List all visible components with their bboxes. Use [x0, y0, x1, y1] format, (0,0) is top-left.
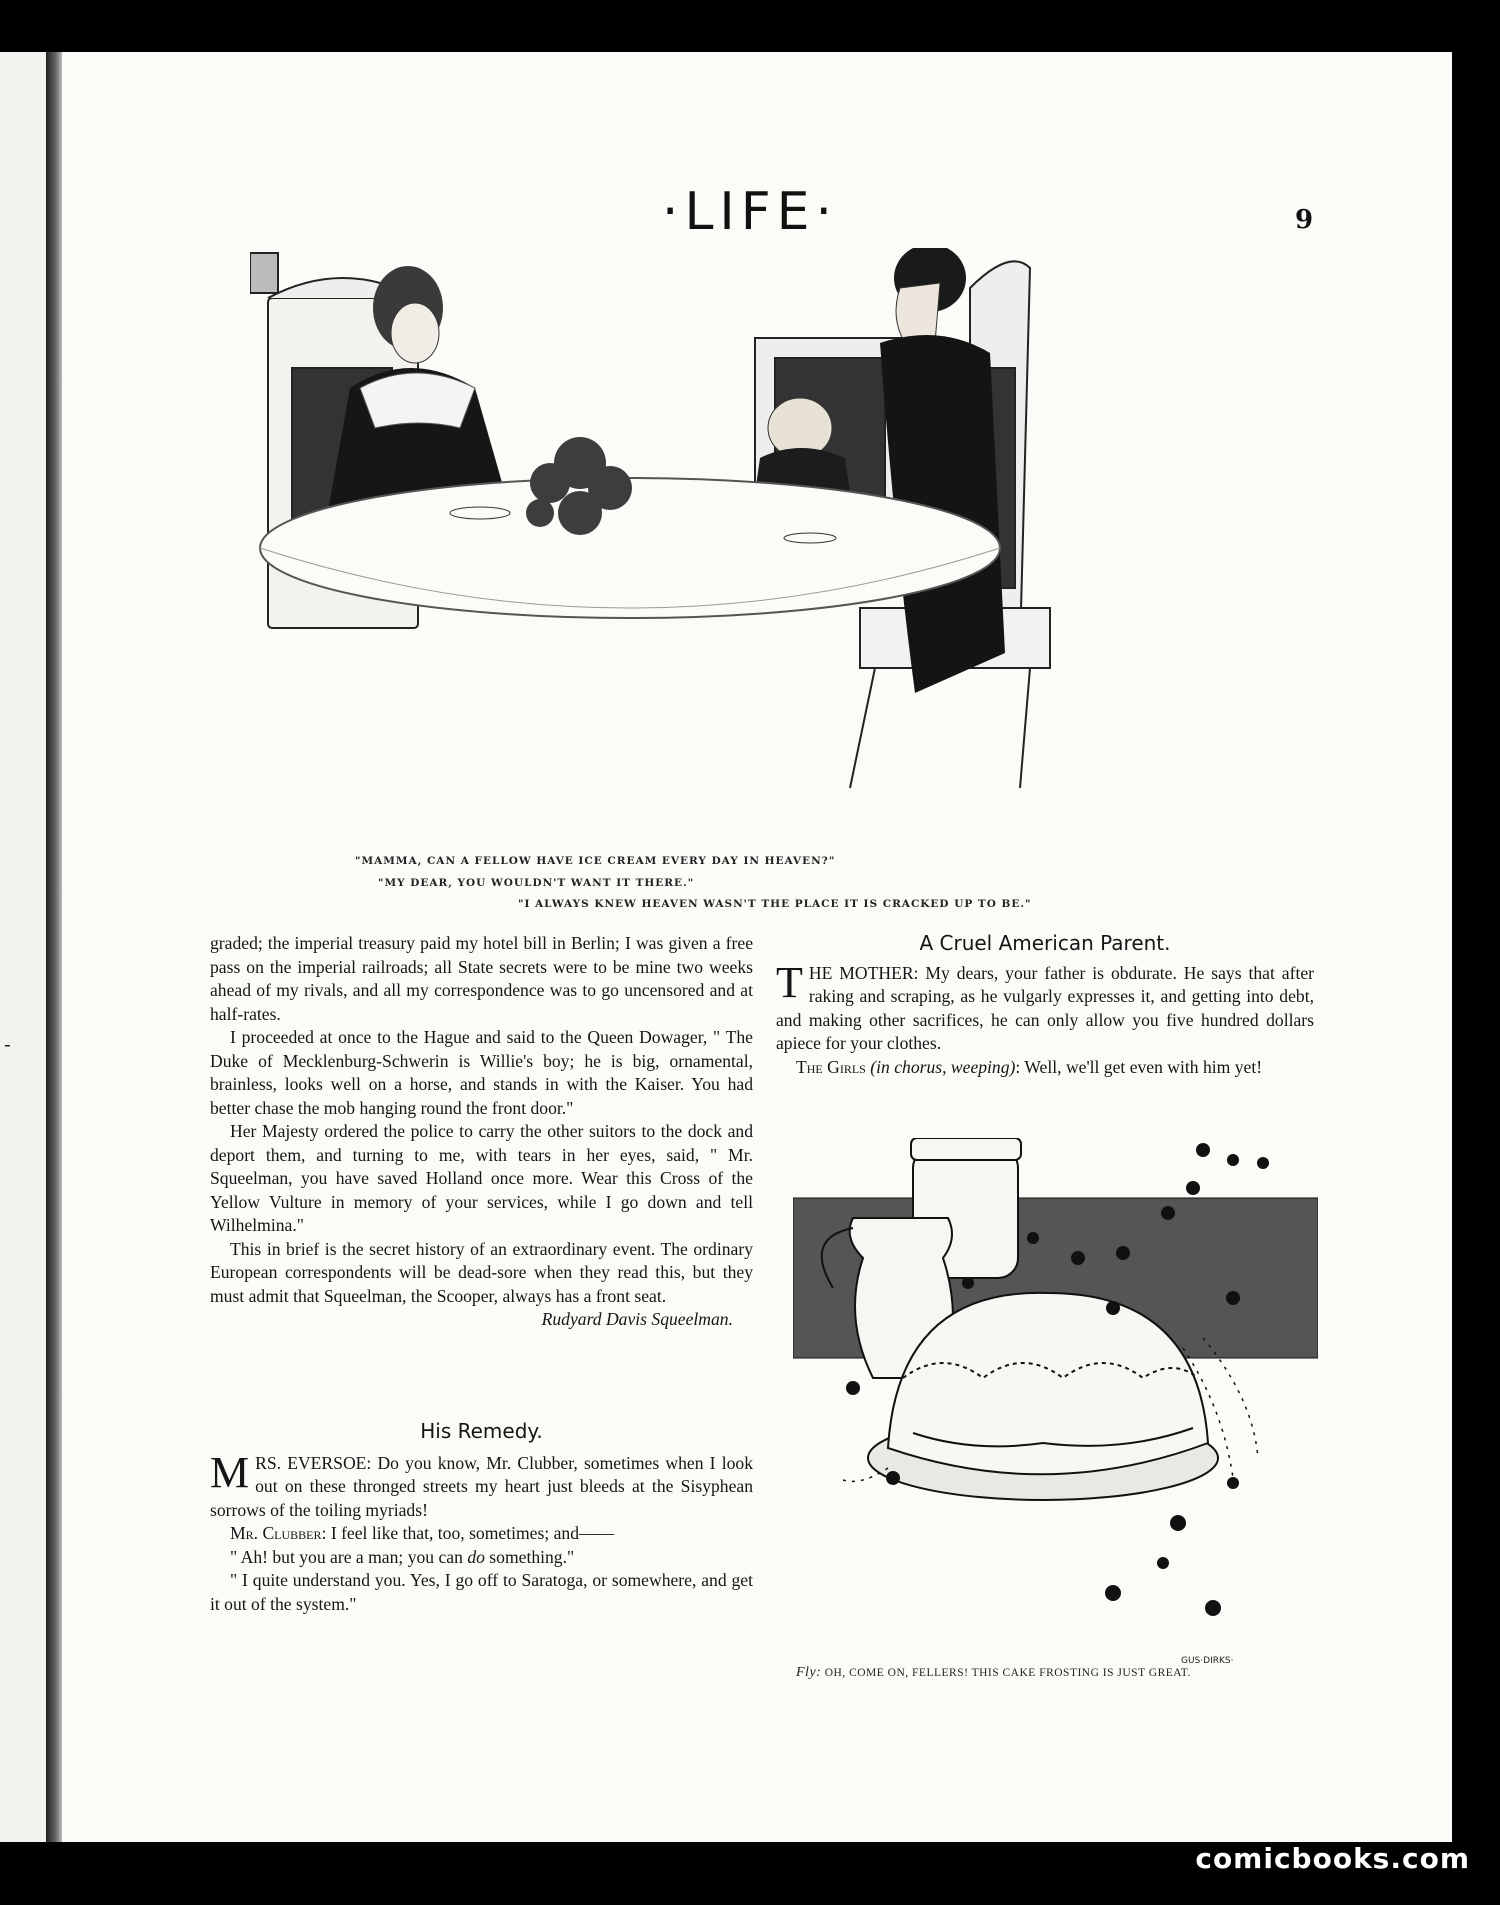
story-paragraph: graded; the imperial treasury paid my hotel bill in Berlin; I was given a free pass on the imperial railroads; all State secrets were to be mine two weeks ahead of my rivals, and all my correspondence was to go uncensored and at half-rates. [210, 933, 753, 1024]
article-heading: His Remedy. [420, 1419, 543, 1443]
dinner-table-illustration [250, 248, 1130, 808]
top-caption-line-3: "I ALWAYS KNEW HEAVEN WASN'T THE PLACE IT IS CRACKED UP TO BE." [518, 898, 1032, 910]
caption-text: OH, COME ON, FELLERS! THIS CAKE FROSTING IS JUST GREAT. [824, 1667, 1191, 1679]
his-remedy-article [210, 1420, 753, 1616]
cruel-parent-article [776, 932, 1314, 1079]
dining-table [260, 478, 1000, 618]
top-caption-line-2: "MY DEAR, YOU WOULDN'T WANT IT THERE." [378, 877, 695, 889]
dialogue-line: : I feel like that, too, sometimes; and—— [321, 1523, 615, 1543]
dialogue-line: HE MOTHER: My dears, your father is obdurate. He says that after raking and scraping, as he vulgarly expresses it, and getting into debt, and making other sacrifices, he can only allow you five hundred dollars apiece for your clothes. [776, 962, 1314, 1053]
caption-speaker: Fly: [796, 1665, 822, 1680]
page-number: 9 [1295, 205, 1314, 235]
dialogue-line: something." [484, 1546, 575, 1567]
speaker-name: Mr. Clubber [230, 1523, 322, 1543]
scan-border [1452, 52, 1500, 1842]
left-column [210, 932, 753, 1332]
artist-signature: GUS·DIRKS· [1181, 1656, 1234, 1666]
top-caption-line-1: "MAMMA, CAN A FELLOW HAVE ICE CREAM EVERY DAY IN HEAVEN?" [355, 855, 836, 867]
masthead-title: ·LIFE· [661, 182, 839, 242]
article-heading: A Cruel American Parent. [919, 931, 1171, 955]
drop-cap: T [776, 957, 803, 1007]
speaker-name: The Girls [796, 1056, 866, 1077]
stage-direction: (in chorus, weeping) [870, 1056, 1016, 1077]
bottom-caption [796, 1665, 1311, 1681]
margin-mark: - [4, 1032, 11, 1056]
cake-and-flies-illustration [793, 1138, 1318, 1683]
drop-cap: M [210, 1447, 250, 1497]
story-paragraph: I proceeded at once to the Hague and said to the Queen Dowager, " The Duke of Mecklenburg-Schwerin is Willie's boy; he is big, ornamental, brainless, looks well on a horse, and stands in with the Kaiser. You had better chase the mob hanging round the front door." [210, 1027, 753, 1118]
dialogue-line: " Ah! but you are a man; you can [230, 1546, 468, 1567]
previous-page-edge [0, 52, 46, 1842]
author-signature: Rudyard Davis Squeelman. [541, 1309, 733, 1329]
dialogue-line: RS. EVERSOE: Do you know, Mr. Clubber, sometimes when I look out on these thronged streets my heart just bleeds at the Sisyphean sorrows of the toiling myriads! [210, 1452, 753, 1520]
story-paragraph: This in brief is the secret history of an extraordinary event. The ordinary European correspondents will be dead-sore when they read this, but they must admit that Squeelman, the Scooper, always has a front seat. [210, 1238, 753, 1306]
binding-gutter [46, 52, 62, 1842]
story-paragraph: Her Majesty ordered the police to carry the other suitors to the dock and deport them, and turning to me, with tears in her eyes, said, " Mr. Squeelman, you have saved Holland once more. Wear this Cross of the Yellow Vulture in memory of your services, while I go down and tell Wilhelmina." [210, 1121, 753, 1235]
dialogue-line: : Well, we'll get even with him yet! [1015, 1056, 1263, 1077]
emphasis: do [467, 1546, 485, 1567]
site-watermark: comicbooks.com [1195, 1842, 1470, 1875]
dialogue-line: " I quite understand you. Yes, I go off to Saratoga, or somewhere, and get it out of the system." [210, 1570, 753, 1614]
